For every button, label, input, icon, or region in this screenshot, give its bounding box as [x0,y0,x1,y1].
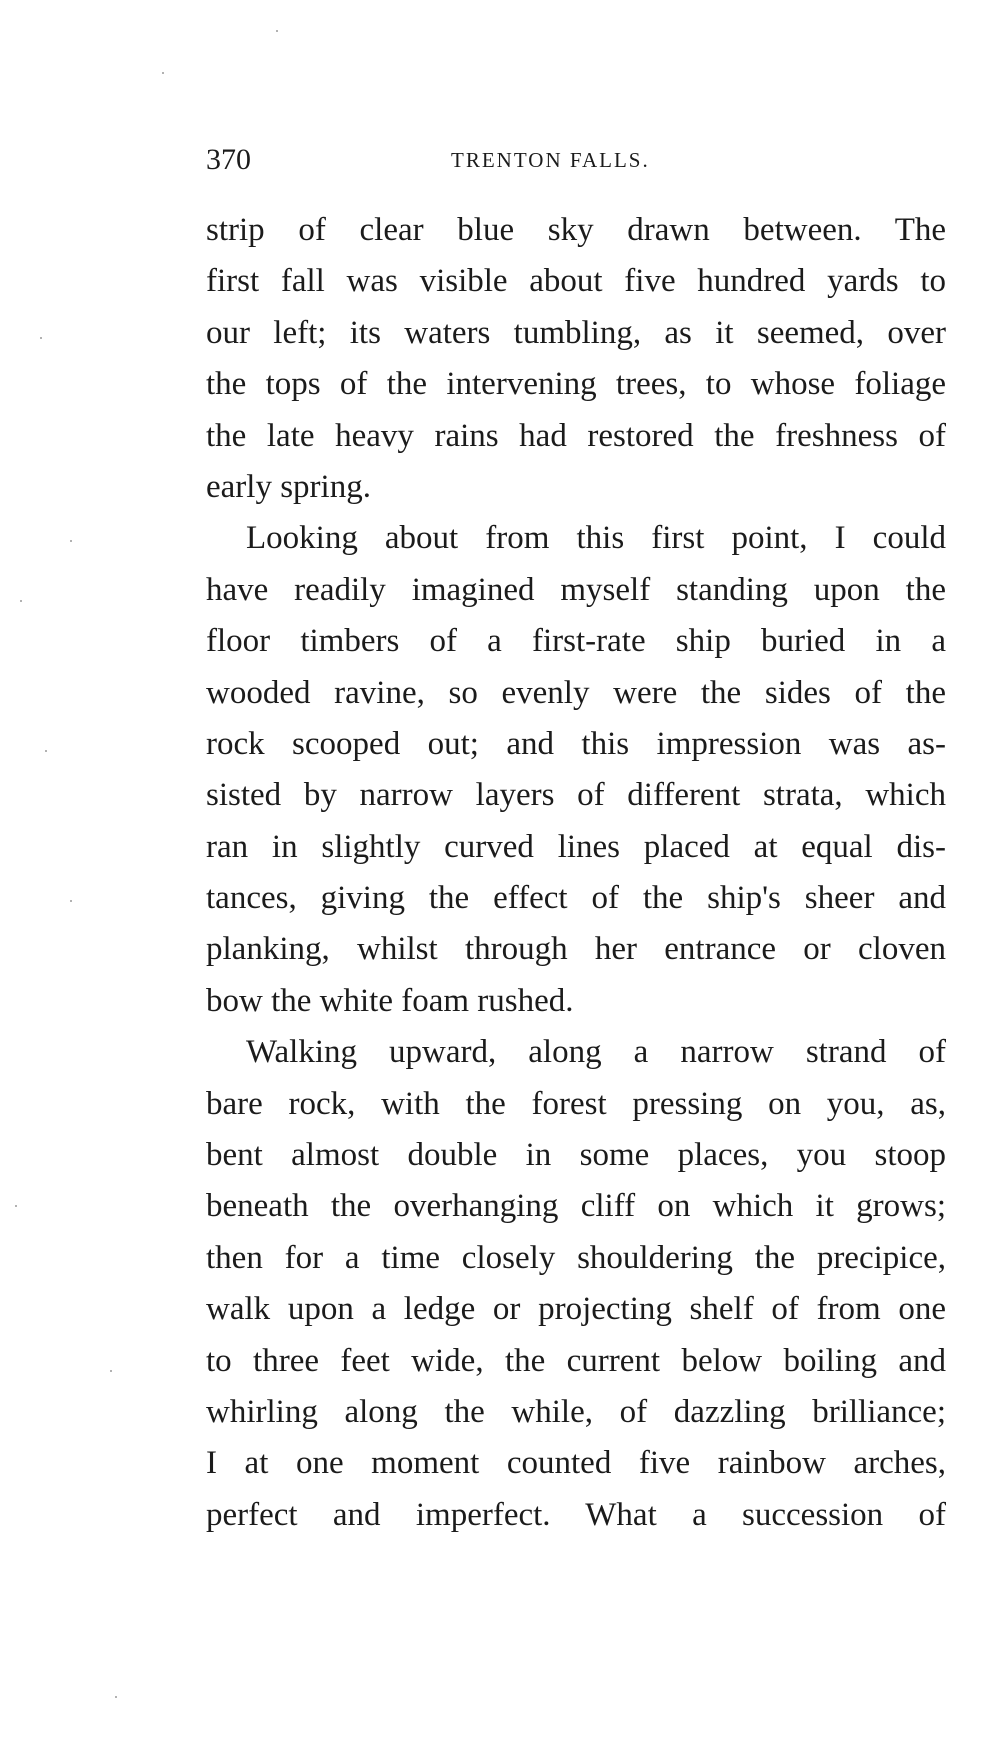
text-line: then for a time closely shouldering the precipice, [206,1239,946,1276]
text-line: planking, whilst through her entrance or cloven [206,931,946,968]
scan-speck [15,1205,17,1207]
text-line: Looking about from this first point, I could [246,520,946,557]
scan-speck [115,1696,117,1698]
text-line: floor timbers of a first-rate ship buried in a [206,623,946,660]
text-line: perfect and imperfect. What a succession of [206,1496,946,1533]
text-line: our left; its waters tumbling, as it seemed, over [206,314,946,351]
text-line: rock scooped out; and this impression was as- [206,725,946,762]
scan-speck [276,30,278,32]
text-line: to three feet wide, the current below boiling and [206,1342,946,1379]
text-line: beneath the overhanging cliff on which it grows; [206,1188,946,1225]
text-line: tances, giving the effect of the ship's sheer and [206,880,946,917]
scan-speck [70,540,72,542]
scan-speck [40,337,42,339]
scan-speck [45,750,47,752]
text-line: bow the white foam rushed. [206,982,574,1019]
scan-speck [20,600,22,602]
text-line: first fall was visible about five hundred yards to [206,263,946,300]
text-line: the tops of the intervening trees, to whose foliage [206,366,946,403]
scan-speck [110,1370,112,1372]
text-line: bare rock, with the forest pressing on you, as, [206,1085,946,1122]
text-line: the late heavy rains had restored the freshness of [206,417,946,454]
text-line: bent almost double in some places, you stoop [206,1137,946,1174]
text-line: whirling along the while, of dazzling brilliance; [206,1393,946,1430]
text-line: sisted by narrow layers of different strata, which [206,777,946,814]
scan-speck [70,900,72,902]
text-line: I at one moment counted five rainbow arches, [206,1445,946,1482]
paragraph [206,513,946,1027]
paragraph [206,1027,946,1541]
text-line: walk upon a ledge or projecting shelf of from one [206,1291,946,1328]
body-text [206,205,946,1541]
text-line: Walking upward, along a narrow strand of [246,1034,946,1071]
text-line: strip of clear blue sky drawn between. The [206,212,946,248]
paragraph [206,205,946,513]
text-line: have readily imagined myself standing upon the [206,571,946,608]
page-header [206,140,856,180]
text-line: ran in slightly curved lines placed at equal dis- [206,828,946,865]
text-line: early spring. [206,468,371,505]
page-number: 370 [206,143,251,176]
scan-speck [162,72,164,74]
running-title: TRENTON FALLS. [451,148,650,172]
text-line: wooded ravine, so evenly were the sides of the [206,674,946,711]
